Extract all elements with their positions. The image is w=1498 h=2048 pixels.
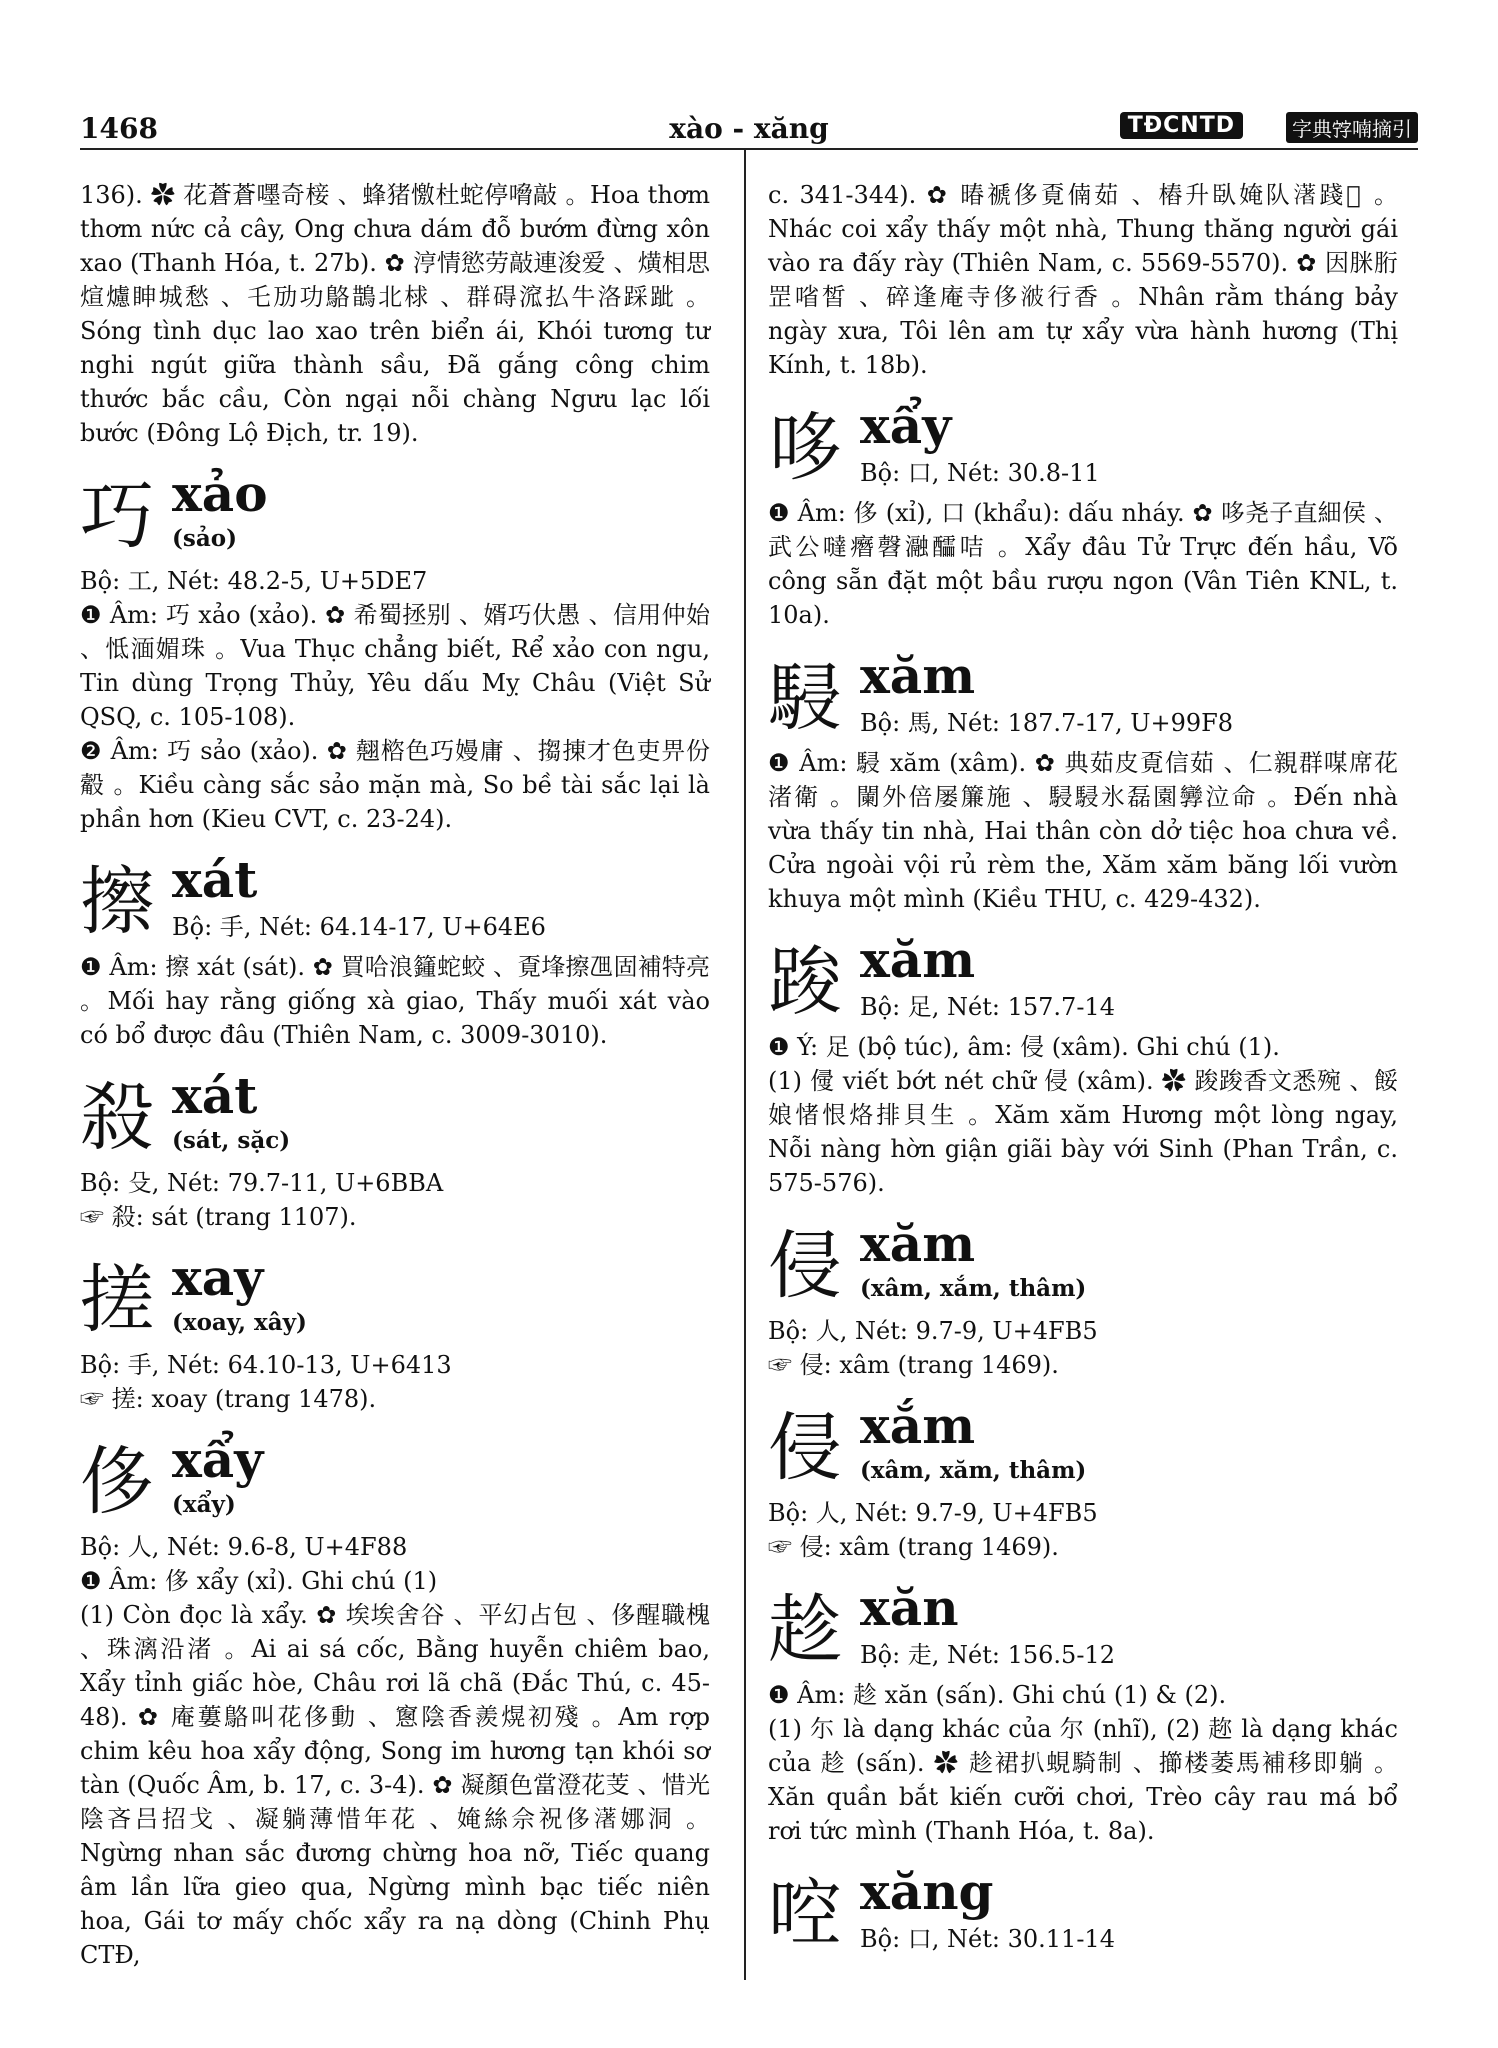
entry-line: (1) Còn đọc là xẩy. ✿ 埃埃舍谷 、平幻占包 、侈醒職槐 、珠漓沿渚 。Ai ai sá cốc, Bằng huyễn chiêm bao, Xẩy tỉnh giấc hòe, Châu rơi lã chã (Đắc Thú, c. 45-48). ✿ 庵蔞鴼叫花侈動 、窻陰香羨熀初殘 。Am rợp chim kêu hoa xẩy động, Song im hương tạn khói sơ tàn (Quốc Âm, b. 17, c. 3-4). ✿ 凝顏色當澄花芰 、惜光陰吝吕招戈 、凝躺薄惜年花 、㛪絲佘祝侈𤀞娜洞 。Ngừng nhan sắc đương chừng hoa nỡ, Tiếc quang âm lần lữa gieo qua, Ngừng mình bạc tiếc niên hoa, Gái tơ mấy chốc xẩy ra nạ dòng (Chinh Phụ CTĐ, [80, 1601, 710, 1969]
entry-word: xăm [860, 646, 976, 705]
entry-heading [80, 1430, 710, 1530]
entry-character: 擦 [80, 859, 154, 945]
entry-line: ❶ Âm: 侈 (xỉ), 口 (khẩu): dấu nháy. ✿ 哆尧子直細侯 、武公噠㿊㲈瀜醽咭 。Xẩy đâu Tử Trực đến hầu, Võ công sẵn đặt một bầu rượu ngon (Vân Tiên KNL, t. 10a). [768, 499, 1398, 629]
dictionary-entry [80, 1248, 710, 1416]
entry-heading [80, 850, 710, 950]
right-column [768, 178, 1398, 1962]
entry-heading [80, 464, 710, 564]
entry-line: ❷ Âm: 巧 sảo (xảo). ✿ 翹㮞色巧嫚庸 、搊㨂才色吏畀份觳 。Kiều càng sắc sảo mặn mà, So bề tài sắc lại là phần hơn (Kieu CVT, c. 23-24). [80, 737, 710, 833]
page-header [80, 106, 1418, 150]
entry-alt-readings: (xâm, xắm, thâm) [860, 1275, 1087, 1302]
entry-heading [768, 646, 1398, 746]
column-divider [744, 150, 746, 1980]
entry-radical-info: Bộ: 口, Nét: 30.8-11 [860, 459, 1100, 487]
entry-word: xẩy [860, 396, 952, 455]
entry-line: ☞ 殺: sát (trang 1107). [80, 1203, 357, 1231]
dictionary-logo-han: 字典𡨸喃摘引 [1286, 112, 1418, 143]
entry-alt-readings: (sát, sặc) [172, 1127, 291, 1154]
entry-character: 侵 [768, 1405, 842, 1491]
entry-character: 殺 [80, 1075, 154, 1161]
entry-line: Bộ: 工, Nét: 48.2-5, U+5DE7 [80, 567, 428, 595]
entry-word: xăng [860, 1862, 994, 1921]
page-number: 1468 [80, 112, 158, 145]
entry-line: Bộ: 人, Nét: 9.6-8, U+4F88 [80, 1533, 408, 1561]
running-title: xào - xăng [669, 112, 829, 145]
entry-line: ❶ Âm: 侈 xẩy (xỉ). Ghi chú (1) [80, 1567, 438, 1595]
entry-alt-readings: (xoay, xây) [172, 1309, 307, 1336]
dictionary-entry [80, 850, 710, 1052]
entry-radical-info: Bộ: 口, Nét: 30.11-14 [860, 1925, 1115, 1953]
entry-heading [768, 930, 1398, 1030]
dictionary-entry [80, 464, 710, 836]
continued-text: c. 341-344). ✿ 暙禠侈覔㑲茹 、樁升臥㛪队𤀞踐𩙌 。Nhác coi xẩy thấy một nhà, Thung thăng người gái vào ra đấy rày (Thiên Nam, c. 5569-5570). ✿ 因脒胻罡㗂皙 、碎逢庵寺侈𣷭行香 。Nhân rằm tháng bảy ngày xưa, Tôi lên am tự xẩy vừa hành hương (Thị Kính, t. 18b). [768, 181, 1398, 379]
entry-character: 侵 [768, 1223, 842, 1309]
entry-word: xăm [860, 930, 976, 989]
entry-line: ☞ 侵: xâm (trang 1469). [768, 1351, 1059, 1379]
entry-character: 哆 [768, 405, 842, 491]
entry-heading [768, 396, 1398, 496]
publisher-logo: TĐCNTD [1120, 112, 1243, 139]
entry-character: 啌 [768, 1871, 842, 1957]
entry-character: 駸 [768, 655, 842, 741]
entry-word: xẩy [172, 1430, 264, 1489]
entry-word: xắm [860, 1396, 976, 1455]
entry-line: Bộ: 人, Nét: 9.7-9, U+4FB5 [768, 1317, 1098, 1345]
entry-heading [768, 1862, 1398, 1962]
entry-radical-info: Bộ: 走, Nét: 156.5-12 [860, 1641, 1115, 1669]
entry-alt-readings: (xâm, xăm, thâm) [860, 1457, 1087, 1484]
entry-character: 趁 [768, 1587, 842, 1673]
entry-line: (1) 尓 là dạng khác của 尔 (nhĩ), (2) 趂 là dạng khác của 趁 (sấn). ✿ 趁裙扒蜆騎制 、擳楼萎馬補移即躺 。Xăn quần bắt kiến cưỡi chơi, Trèo cây rau má bổ rơi tức mình (Thanh Hóa, t. 8a). [768, 1715, 1398, 1845]
entry-word: xảo [172, 464, 268, 523]
dictionary-entry [768, 1862, 1398, 1962]
entry-alt-readings: (sảo) [172, 525, 237, 552]
entry-line: ❶ Âm: 趁 xăn (sấn). Ghi chú (1) & (2). [768, 1681, 1227, 1709]
entry-line: ☞ 搓: xoay (trang 1478). [80, 1385, 377, 1413]
entry-heading [768, 1578, 1398, 1678]
dictionary-entry [768, 646, 1398, 916]
entry-line: ❶ Ý: 足 (bộ túc), âm: 侵 (xâm). Ghi chú (1). [768, 1033, 1280, 1061]
dictionary-entry [768, 396, 1398, 632]
entry-alt-readings: (xẩy) [172, 1491, 236, 1518]
entry-radical-info: Bộ: 手, Nét: 64.14-17, U+64E6 [172, 913, 546, 941]
entry-line: Bộ: 手, Nét: 64.10-13, U+6413 [80, 1351, 452, 1379]
entry-line: ❶ Âm: 駸 xăm (xâm). ✿ 典茹皮覔信茹 、仁親群㖼席花渚衛 。闌外倍屡簾施 、駸駸氷磊園㝈泣命 。Đến nhà vừa thấy tin nhà, Hai thân còn dở tiệc hoa chưa về. Cửa ngoài vội rủ rèm the, Xăm xăm băng lối vườn khuya một mình (Kiều THU, c. 429-432). [768, 749, 1398, 913]
entry-character: 侈 [80, 1439, 154, 1525]
entry-radical-info: Bộ: 馬, Nét: 187.7-17, U+99F8 [860, 709, 1234, 737]
entry-heading [80, 1248, 710, 1348]
dictionary-entry [80, 1430, 710, 1972]
entry-line: ❶ Âm: 巧 xảo (xảo). ✿ 希蜀拯别 、婿巧㐲愚 、信用仲始 、怟湎媚珠 。Vua Thục chẳng biết, Rể xảo con ngu, Tin dùng Trọng Thủy, Yêu dấu Mỵ Châu (Việt Sử QSQ, c. 105-108). [80, 601, 710, 731]
entry-heading [768, 1396, 1398, 1496]
continued-text: 136). ✿ 花蒼蒼嚜奇椄 、蜂猪憿杜蛇停嗋敲 。Hoa thơm thơm nức cả cây, Ong chưa dám đỗ bướm đừng xôn xao (Thanh Hóa, t. 27b). ✿ 涥情慾劳敲連浚爱 、熿相思煊爈眒城愁 、乇劢功鴼鵲北梂 、群碍溛払牛洛踩跐 。Sóng tình dục lao xao trên biển ái, Khói tương tư nghi ngút giữa thành sầu, Đã gắng công chim thước bắc cầu, Còn ngại nỗi chàng Ngưu lạc lối bước (Đông Lộ Địch, tr. 19). [80, 181, 710, 447]
entry-heading [768, 1214, 1398, 1314]
entry-word: xăm [860, 1214, 976, 1273]
dictionary-entry [768, 1396, 1398, 1564]
entry-line: (1) 㑴 viết bớt nét chữ 侵 (xâm). ✿ 踆踆香文悉㱧 、餒娘㥩恨烙排貝生 。Xăm xăm Hương một lòng ngay, Nỗi nàng hờn giận giãi bày với Sinh (Phan Trần, c. 575-576). [768, 1067, 1398, 1197]
entry-line: Bộ: 人, Nét: 9.7-9, U+4FB5 [768, 1499, 1098, 1527]
dictionary-entry [768, 1578, 1398, 1848]
entry-word: xát [172, 1066, 258, 1125]
entry-word: xát [172, 850, 258, 909]
entry-radical-info: Bộ: 足, Nét: 157.7-14 [860, 993, 1115, 1021]
entry-line: ☞ 侵: xâm (trang 1469). [768, 1533, 1059, 1561]
entry-line: ❶ Âm: 擦 xát (sát). ✿ 買哈浪籦蛇蛟 、覔埄擦乪固補特亮 。Mối hay rằng giống xà giao, Thấy muối xát vào có bổ được đâu (Thiên Nam, c. 3009-3010). [80, 953, 710, 1049]
entry-character: 巧 [80, 473, 154, 559]
entry-character: 搓 [80, 1257, 154, 1343]
entry-word: xay [172, 1248, 264, 1307]
entry-heading [80, 1066, 710, 1166]
entry-word: xăn [860, 1578, 959, 1637]
entry-character: 踆 [768, 939, 842, 1025]
dictionary-entry [768, 1214, 1398, 1382]
entry-line: Bộ: 殳, Nét: 79.7-11, U+6BBA [80, 1169, 444, 1197]
left-column [80, 178, 710, 1972]
dictionary-entry [80, 1066, 710, 1234]
dictionary-entry [768, 930, 1398, 1200]
